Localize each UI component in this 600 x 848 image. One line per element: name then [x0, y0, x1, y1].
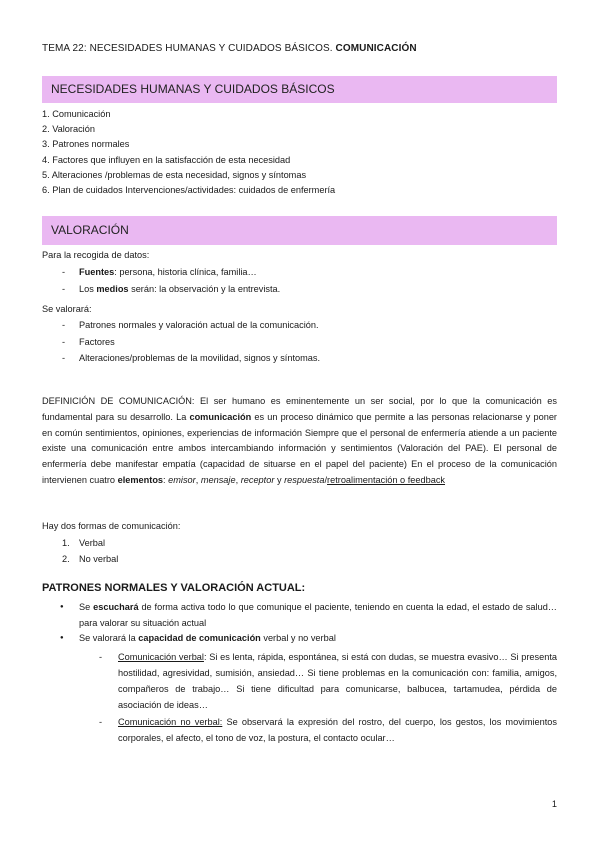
separator: /: [324, 474, 328, 485]
list-item: [42, 551, 118, 567]
index-list: [42, 107, 335, 198]
header-topic: TEMA 22: NECESIDADES HUMANAS Y CUIDADOS BÁSICOS.: [42, 43, 336, 54]
index-item: 1. Comunicación: [42, 109, 111, 119]
sub-item-nonverbal: [79, 714, 557, 746]
term-verbal: Comunicación verbal: [118, 651, 204, 662]
item-text: de forma activa todo lo que comunique el paciente, teniendo en cuenta la edad, el estado de salud… para valorar su situación actual: [79, 602, 557, 628]
document-header: [42, 43, 417, 54]
term-feedback: retroalimentación o feedback: [327, 474, 446, 485]
data-collection-list: [42, 264, 280, 297]
list-item: [42, 535, 118, 551]
term-elementos: elementos: [117, 474, 164, 485]
index-item: 5. Alteraciones /problemas de esta necesidad, signos y síntomas: [42, 169, 307, 180]
bullet-item: [42, 600, 557, 631]
list-item: - Factores: [42, 334, 320, 351]
assessment-list: [42, 317, 320, 367]
item-text: : Si es lenta, rápida, espontánea, si está con dudas, se muestra evasivo… Si presenta hostilidad, agresividad, sumisión, ansiedad… Si tiene problemas en la comunicación con: familia, amigos, compañeros de trabajo… Si tiene dificultad para comunicarse, balbucea, tartamudea, pérdida de asociación de ideas…: [118, 651, 557, 711]
header-subject: COMUNICACIÓN: [335, 43, 417, 54]
list-item: [42, 264, 280, 281]
patterns-heading: PATRONES NORMALES Y VALORACIÓN ACTUAL:: [42, 582, 306, 594]
term-receptor: receptor: [240, 474, 275, 485]
item-number: 2.: [62, 554, 70, 564]
forms-intro: Hay dos formas de comunicación:: [42, 521, 181, 531]
term-respuesta: respuesta: [284, 474, 325, 485]
forms-list: [42, 535, 118, 567]
definition-paragraph: [42, 394, 557, 489]
section-heading-valoracion: VALORACIÓN: [42, 216, 557, 245]
sub-item-verbal: [79, 649, 557, 714]
index-item: 4. Factores que influyen en la satisfacción de esta necesidad: [42, 154, 291, 165]
definition-text: DEFINICIÓN DE COMUNICACIÓN: El ser humano es eminentemente un ser social, por lo que la comunicación es fundamental para su desarrollo. La: [42, 396, 557, 422]
separator: ,: [235, 474, 241, 485]
communication-types-list: [79, 649, 557, 746]
term-mensaje: mensaje: [200, 474, 236, 485]
item-text: : persona, historia clínica, familia…: [114, 267, 257, 277]
data-collection-intro: Para la recogida de datos:: [42, 250, 150, 260]
definition-text: es un proceso dinámico que permite a las personas relacionarse y poner en común sentimientos, opiniones, experiencias de información Siempre que el personal de enfermería atiende a un paciente existe una comunicación entre ambos intercambiando información y sentimientos (Valoración del PAE). El personal de enfermería debe manifestar empatía (capacidad de situarse en el papel del paciente) En el proceso de la comunicación intervienen cuatro: [42, 411, 557, 485]
item-text: Los: [79, 283, 97, 294]
item-number: 1.: [62, 538, 70, 548]
item-text: Se: [79, 602, 94, 612]
index-item: 2. Valoración: [42, 124, 95, 135]
term-medios: medios: [96, 283, 129, 294]
section-heading-necesidades: NECESIDADES HUMANAS Y CUIDADOS BÁSICOS: [42, 76, 557, 103]
term-nonverbal: Comunicación no verbal:: [118, 716, 223, 727]
separator: ,: [195, 474, 201, 485]
patterns-list: [42, 600, 557, 746]
item-text: Se observará la expresión del rostro, del cuerpo, los gestos, los movimientos corporales, el afecto, el tono de voz, la postura, el contacto ocular…: [118, 716, 558, 743]
item-text: Se valorará la: [79, 633, 139, 644]
term-escuchara: escuchará: [93, 602, 139, 612]
list-item: - Patrones normales y valoración actual de la comunicación.: [42, 317, 320, 334]
item-text: Verbal: [79, 538, 106, 548]
term-emisor: emisor: [168, 474, 196, 485]
page-number: 1: [551, 799, 557, 809]
bullet-item: [42, 631, 557, 746]
index-item: 3. Patrones normales: [42, 139, 130, 150]
term-fuentes: Fuentes: [79, 267, 115, 277]
separator: y: [274, 474, 285, 485]
definition-text: :: [163, 474, 169, 485]
item-text: No verbal: [79, 554, 119, 564]
item-text: serán: la observación y la entrevista.: [128, 283, 281, 294]
list-item: [42, 281, 280, 298]
term-capacidad: capacidad de comunicación: [138, 633, 261, 644]
index-item: 6. Plan de cuidados Intervenciones/actividades: cuidados de enfermería: [42, 185, 336, 196]
assessment-intro: Se valorará:: [42, 304, 92, 314]
term-comunicacion: comunicación: [189, 411, 252, 422]
list-item: - Alteraciones/problemas de la movilidad, signos y síntomas.: [42, 350, 320, 367]
item-text: verbal y no verbal: [260, 633, 336, 644]
